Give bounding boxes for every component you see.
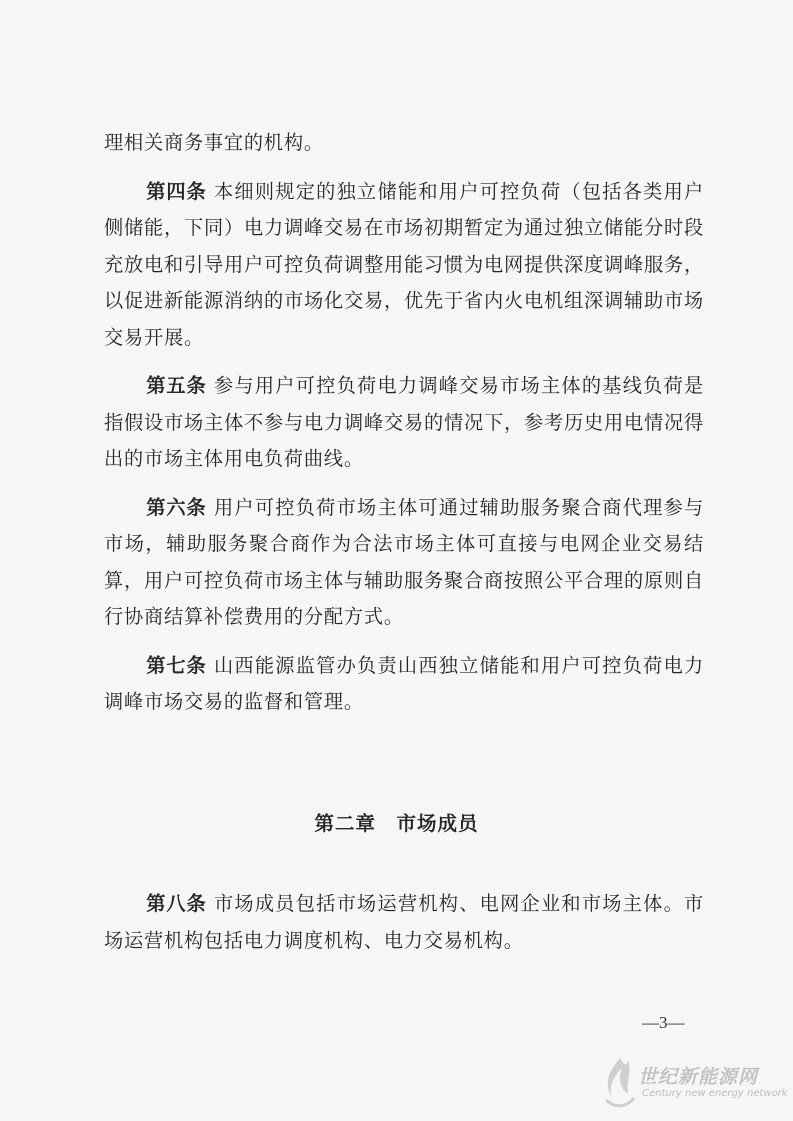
paragraph-text: 用户可控负荷市场主体可通过辅助服务聚合商代理参与市场，辅助服务聚合商作为合法市场主体可直接与电网企业交易结算，用户可控负荷市场主体与辅助服务聚合商按照公平合理的原则自行协商结算补偿费用的分配方式。 xyxy=(104,495,705,628)
watermark-text: 世纪新能源网 xyxy=(638,1066,759,1088)
article-heading: 第六条 xyxy=(146,495,207,519)
paragraph-text: 本细则规定的独立储能和用户可控负荷（包括各类用户侧储能，下同）电力调峰交易在市场初期暂定为通过独立储能分时段充放电和引导用户可控负荷调整用能习惯为电网提供深度调峰服务，以促进新能源消纳的市场化交易，优先于省内火电机组深调辅助市场交易开展。 xyxy=(104,179,705,349)
article-5 xyxy=(104,368,704,478)
chapter-body-text xyxy=(104,886,704,959)
paragraph-text: 山西能源监管办负责山西独立储能和用户可控负荷电力调峰市场交易的监督和管理。 xyxy=(104,653,705,713)
paragraph-text: 参与用户可控负荷电力调峰交易市场主体的基线负荷是指假设市场主体不参与电力调峰交易的情况下，参考历史用电情况得出的市场主体用电负荷曲线。 xyxy=(104,374,705,470)
paragraph-continuation xyxy=(104,125,704,162)
paragraph-text: 理相关商务事宜的机构。 xyxy=(104,131,324,154)
article-heading: 第八条 xyxy=(146,892,207,915)
page-number: —3— xyxy=(642,1013,685,1032)
watermark-logo-icon xyxy=(598,1054,638,1112)
chapter-title: 第二章 市场成员 xyxy=(314,812,479,835)
article-heading: 第七条 xyxy=(146,653,207,677)
body-text xyxy=(104,125,704,721)
watermark-subtext: Century new energy network xyxy=(642,1088,788,1099)
article-heading: 第四条 xyxy=(146,179,207,203)
article-heading: 第五条 xyxy=(146,374,207,397)
article-4 xyxy=(104,174,704,357)
article-6 xyxy=(104,490,704,636)
article-7 xyxy=(104,648,704,721)
paragraph-text: 市场成员包括市场运营机构、电网企业和市场主体。市场运营机构包括电力调度机构、电力交易机构。 xyxy=(104,892,705,952)
watermark xyxy=(598,1054,790,1116)
article-8 xyxy=(104,886,704,959)
